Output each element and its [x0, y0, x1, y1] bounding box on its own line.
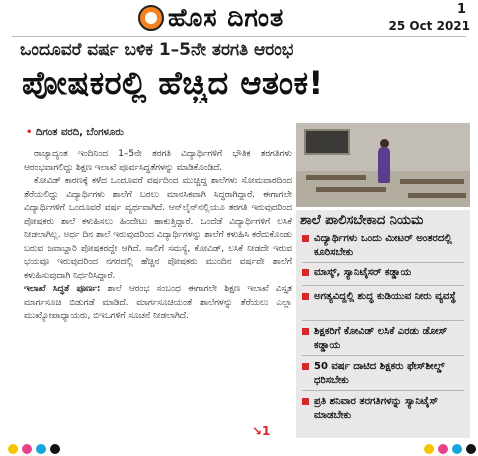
byline-bullet-icon: •: [26, 127, 36, 138]
rule-item: ವಿದ್ಯಾರ್ಥಿಗಳು ಒಂದು ಮೀಟರ್ ಅಂತರದಲ್ಲಿ ಕೂರಿಸಬೇಕು: [302, 232, 464, 259]
page-number: 1: [456, 2, 466, 17]
registration-dot-icon: [50, 444, 60, 454]
article-subsection: [24, 283, 292, 324]
registration-dot-icon: [438, 444, 448, 454]
classroom-photo: [296, 123, 470, 207]
article-body: [24, 148, 292, 324]
subsection-lead-in: ಇಲಾಖೆ ಸಿದ್ಧತೆ ಪೂರ್ಣ:: [24, 284, 101, 294]
rule-separator: [302, 320, 464, 321]
registration-dot-icon: [36, 444, 46, 454]
print-registration-marks: [0, 442, 478, 456]
rule-separator: [302, 355, 464, 356]
photo-desk: [306, 175, 366, 180]
newspaper-logo-icon: [138, 5, 164, 31]
publication-date: 25 Oct 2021: [388, 19, 470, 33]
rules-box-title: ಶಾಲೆ ಪಾಲಿಸಬೇಕಾದ ನಿಯಮ: [300, 213, 424, 228]
rules-box: [296, 210, 470, 438]
article-paragraph: ಕೋವಿಡ್ ಕಾರಣಕ್ಕೆ ಕಳೆದ ಒಂದೂವರೆ ವರ್ಷದಿಂದ ಮುಚ್ಚಿದ್ದ ಶಾಲೆಗಳು ಸೋಮವಾರದಿಂದ ತೆರೆಯಲಿದ್ದು ವಿದ್ಯಾರ್ಥಿಗಳು ಶಾಲೆಗೆ ಬರಲು ಮಾನಸಿಕವಾಗಿ ಸಿದ್ಧರಾಗಿದ್ದಾರೆ. ಈಗಾಗಲೇ ವಿದ್ಯಾರ್ಥಿಗಳಿಗೆ ಒಂದೂವರೆ ವರ್ಷ ವ್ಯರ್ಥವಾಗಿದೆ. ಆನ್‌ಲೈನ್‌ನಲ್ಲಿಯೂ ತರಗತಿ ಇರುವುದರಿಂದ ಪೋಷಕರು ಶಾಲೆ ಕಳುಹಿಸಲು ಹಿಂದೇಟು ಹಾಕುತ್ತಿದ್ದಾರೆ. ಒಂದೆಡೆ ವಿದ್ಯಾರ್ಥಿಗಳಿಗೆ ಲಸಿಕೆ ನೀಡಲಾಗಿಲ್ಲ. ಅರ್ಧ ದಿನ ಶಾಲೆ ಇರುವುದರಿಂದ ವಿದ್ಯಾರ್ಥಿಗಳನ್ನು ಶಾಲೆಗೆ ಕಳುಹಿಸಿ ಕರೆದುಕೊಂಡು ಬರುವ ಜವಾಬ್ದಾರಿ ಪೋಷಕರದ್ದೇ ಆಗಿದೆ. ಸಾಲಿಗೆ ಸಮಸ್ಯೆ, ಕೋವಿಡ್, ಲಸಿಕೆ ನೀಡದೇ ಇರುವ ಭಯವೂ ಇರುವುದರಿಂದ ನಗರದಲ್ಲಿ ಹೆಚ್ಚಿನ ಪೋಷಕರು ಮುಂದಿನ ವರ್ಷವೇ ಶಾಲೆಗೆ ಕಳುಹಿಸುವುದಾಗಿ ನಿರ್ಧರಿಸಿದ್ದಾರೆ.: [24, 176, 292, 281]
registration-dot-icon: [452, 444, 462, 454]
registration-dot-icon: [424, 444, 434, 454]
rule-separator: [302, 390, 464, 391]
article-byline: [26, 127, 124, 138]
article-paragraph: ರಾಜ್ಯಾದ್ಯಂತ ಇಂದಿನಿಂದ 1–5ನೇ ತರಗತಿ ವಿದ್ಯಾರ್ಥಿಗಳಿಗೆ ಭೌತಿಕ ತರಗತಿಗಳು ಆರಂಭವಾಗಲಿದ್ದು ಶಿಕ್ಷಣ ಇಲಾಖೆ ಪೂರ್ವಸಿದ್ಧತೆಗಳನ್ನು ಮಾಡಿಕೊಂಡಿದೆ.: [24, 149, 292, 173]
registration-dot-icon: [8, 444, 18, 454]
registration-dot-icon: [22, 444, 32, 454]
rule-separator: [302, 285, 464, 286]
newspaper-title: ಹೊಸ ದಿಗಂತ: [168, 3, 285, 32]
rule-item: ಅಗತ್ಯವಿದ್ದಲ್ಲಿ ಶುದ್ಧ ಕುಡಿಯುವ ನೀರು ವ್ಯವಸ್ಥೆ: [302, 290, 464, 304]
byline-text: ದಿಗಂತ ವರದಿ, ಬೆಂಗಳೂರು: [35, 127, 124, 138]
photo-blackboard: [304, 129, 350, 155]
photo-desk: [408, 193, 466, 198]
subsection-text: ಶಾಲೆ ಆರಂಭ ಸಂಬಂಧ ಈಗಾಗಲೇ ಶಿಕ್ಷಣ ಇಲಾಖೆ ವಿಸ್ತೃತ ಮಾರ್ಗಸೂಚಿ ಬಿಡುಗಡೆ ಮಾಡಿದೆ. ಮಾರ್ಗಸೂಚಿಯಂತೆ ಶಾಲೆಗಳನ್ನು ತೆರೆಯಲು ಎಲ್ಲಾ ಮುಖ್ಯೋಪಾಧ್ಯಾಯರು, ಬಿಇಒಗಳಿಗೆ ಸೂಚನೆ ನೀಡಲಾಗಿದೆ.: [24, 284, 293, 321]
rule-item: ಶಿಕ್ಷಕರಿಗೆ ಕೋವಿಡ್ ಲಸಿಕೆ ಎರಡು ಡೋಸ್ ಕಡ್ಡಾಯ: [302, 325, 464, 352]
continued-marker: ↘1: [252, 424, 271, 438]
article-headline: ಪೋಷಕರಲ್ಲಿ ಹೆಚ್ಚಿದ ಆತಂಕ!: [22, 64, 324, 102]
rule-item: 50 ವರ್ಷ ದಾಟಿದ ಶಿಕ್ಷಕರು ಫೇಸ್‌ಶೀಲ್ಡ್ ಧರಿಸಬೇಕು: [302, 360, 464, 387]
article-kicker: ಒಂದೂವರೆ ವರ್ಷ ಬಳಿಕ 1–5ನೇ ತರಗತಿ ಆರಂಭ: [20, 40, 294, 60]
rule-separator: [302, 262, 464, 263]
rule-item: ಪ್ರತಿ ಶನಿವಾರ ತರಗತಿಗಳನ್ನು ಸ್ಯಾನಿಟೈಸ್ ಮಾಡಬೇಕು: [302, 395, 464, 422]
photo-worker: [378, 147, 390, 183]
rule-item: ಮಾಸ್ಕ್, ಸ್ಯಾನಿಟೈಸರ್ ಕಡ್ಡಾಯ: [302, 266, 464, 280]
masthead: [0, 0, 478, 36]
photo-desk: [316, 187, 386, 192]
photo-desk: [400, 179, 464, 184]
masthead-divider: [12, 36, 466, 37]
registration-dot-icon: [466, 444, 476, 454]
